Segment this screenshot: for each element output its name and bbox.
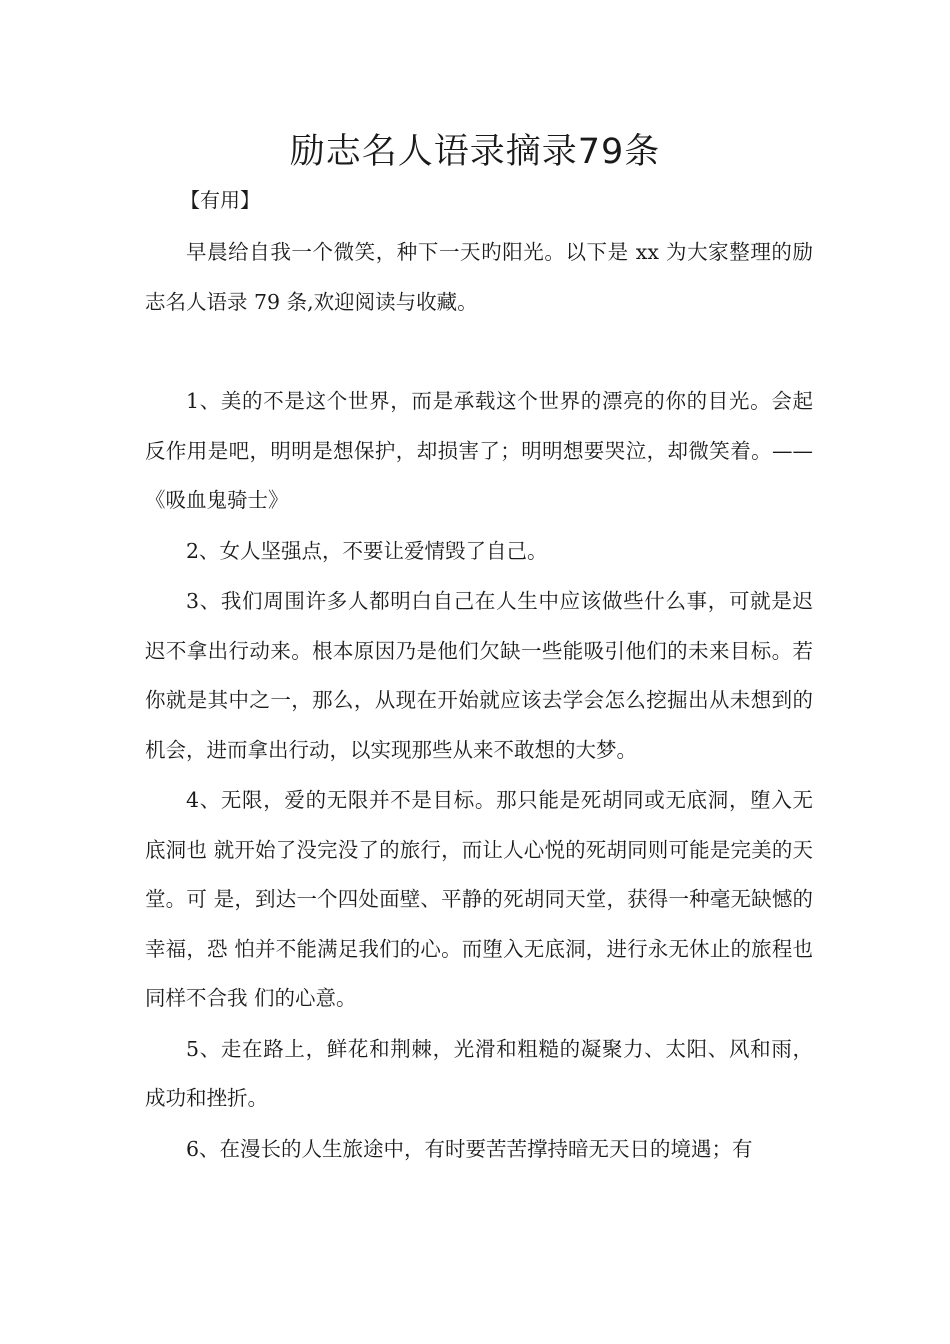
quote-item-6: 6、在漫长的人生旅途中，有时要苦苦撑持暗无天日的境遇；有 bbox=[186, 1136, 753, 1161]
document-tag: 【有用】 bbox=[180, 188, 260, 212]
quote-item-4: 4、无限，爱的无限并不是目标。那只能是死胡同或无底洞，堕入无底洞也 就开始了没完没了的旅行，而让人心悦的死胡同则可能是完美的天堂。可 是，到达一个四处面壁、平静的死胡同天堂，获得一种毫无缺憾的幸福，恐 怕并不能满足我们的心。而堕入无底洞，进行永无休止的旅程也同样不合我 们的心意。 bbox=[145, 788, 813, 1010]
document-body bbox=[145, 228, 813, 1174]
document-title: 励志名人语录摘录79条 bbox=[289, 132, 661, 172]
paragraph-spacer bbox=[145, 327, 813, 377]
quote-item-5: 5、走在路上，鲜花和荆棘，光滑和粗糙的凝聚力、太阳、风和雨，成功和挫折。 bbox=[145, 1036, 813, 1110]
quote-item-1: 1、美的不是这个世界，而是承载这个世界的漂亮的你的目光。会起反作用是吧，明明是想保护，却损害了；明明想要哭泣，却微笑着。——《吸血鬼骑士》 bbox=[145, 389, 813, 512]
quote-item-2: 2、女人坚强点，不要让爱情毁了自己。 bbox=[186, 538, 548, 563]
intro-paragraph: 早晨给自我一个微笑，种下一天旳阳光。以下是 xx 为大家整理的励志名人语录 79 条,欢迎阅读与收藏。 bbox=[145, 240, 813, 314]
quote-item-3: 3、我们周围许多人都明白自己在人生中应该做些什么事，可就是迟迟不拿出行动来。根本原因乃是他们欠缺一些能吸引他们的未来目标。若你就是其中之一，那么，从现在开始就应该去学会怎么挖掘出从未想到的机会，进而拿出行动，以实现那些从来不敢想的大梦。 bbox=[145, 589, 813, 762]
